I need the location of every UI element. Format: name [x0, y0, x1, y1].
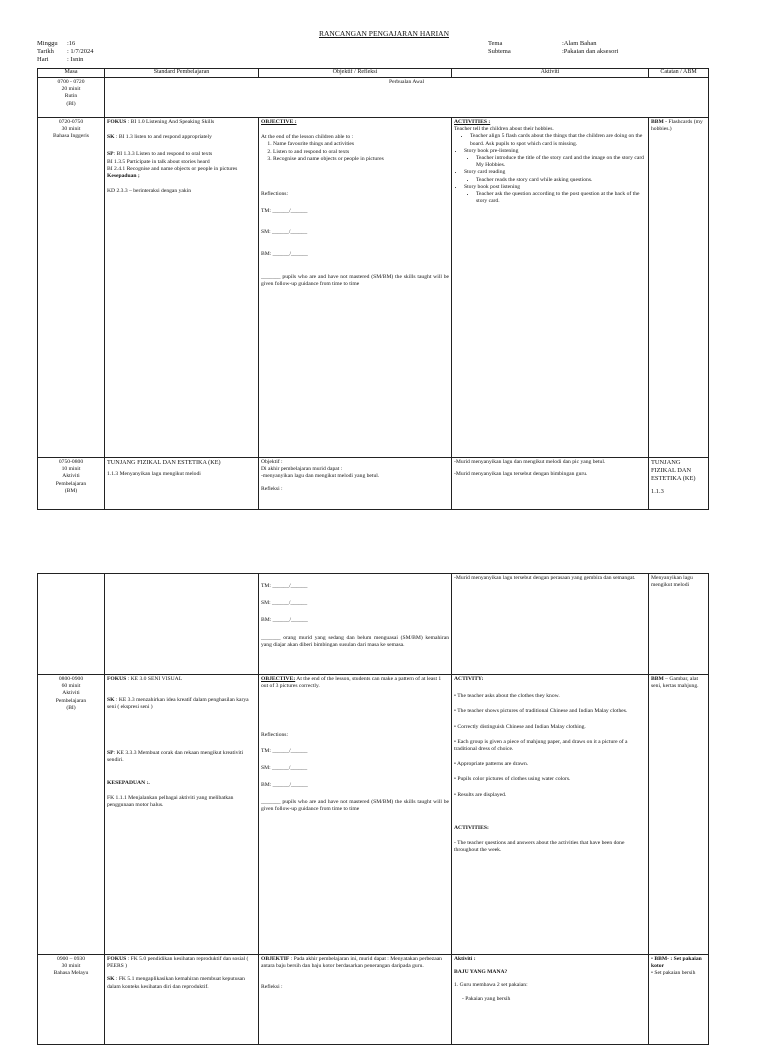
table-row: [38, 78, 709, 118]
activities-cell: -Murid menyanyikan lagu tersebut dengan perasaan yang gembira dan semangat.: [452, 574, 649, 675]
table-row: [38, 118, 709, 458]
subtema-label: Subtema: [488, 48, 511, 55]
masa-cell: 0900 – 0930 30 minit Bahasa Melayu: [38, 955, 105, 1045]
masa-cell: 0800-0900 60 minit Aktiviti Pembelajaran (BI): [38, 675, 105, 955]
standard-cell: FOKUS : KE 3.0 SENI VISUAL SK : KE 3.3 menzahirkan idea kreatif dalam penghasilan karya seni ( ekspresi seni ) SP: KE 3.3.3 Membuat corak dan rekaan mengikut kreativiti sendiri. KESEPADUAN :. FK 1.1.1 Menjalankan pelbagai aktiviti yang melibatkan penggunaan motor halus.: [105, 675, 259, 955]
masa-cell: 0720-0750 30 minit Bahasa Inggeris: [38, 118, 105, 458]
masa-cell: 0750-0800 10 minit Aktiviti Pembelajaran (BM): [38, 458, 105, 510]
header-left: [37, 40, 94, 64]
subtema-value: :Pakaian dan aksesori: [562, 48, 619, 55]
header-right: [488, 40, 618, 56]
table-row: [38, 458, 709, 510]
hari-value: : Isnin: [67, 56, 84, 63]
page-title: RANCANGAN PENGAJARAN HARIAN: [318, 29, 449, 38]
col-header-catatan: Catatan / ABM: [649, 69, 709, 78]
col-header-masa: Masa: [38, 69, 105, 78]
tema-value: :Alam Bahan: [562, 40, 597, 47]
objective-cell: OBJECTIVE: At the end of the lesson, students can make a pattern of at least 1 out of 3 pictures correctly. Reflections: TM: ______/______ SM: ______/______ BM: ______/______ _______ pupils who are and have not mastered (SM/BM) the skills taught will be given follow-up guidance from time to time: [259, 675, 452, 955]
minggu-label: Minggu: [37, 40, 58, 47]
minggu-value: :16: [67, 40, 76, 47]
masa-cell: [38, 574, 105, 675]
catatan-cell: • BBM- : Set pakaian kotor • Set pakaian bersih: [649, 955, 709, 1045]
table-row: [38, 955, 709, 1045]
table-header-row: [38, 69, 709, 78]
col-header-objektif: Objektif / Refleksi: [259, 69, 452, 78]
activities-cell: -Murid menyanyikan lagu dan mengikut melodi dan pic yang betul. -Murid menyanyikan lagu tersebut dengan bimbingan guru.: [452, 458, 649, 510]
lesson-table-top: [37, 68, 709, 510]
objective-cell: OBJEKTIF : Pada akhir pembelajaran ini, murid dapat : Menyatakan perbezaan antara baju bersih dan baju kotor berdasarkan penerangan daripada guru. Refleksi :: [259, 955, 452, 1045]
catatan-cell: BBM – Gambar, alat seni, kertas mahjung.: [649, 675, 709, 955]
standard-cell: FOKUS : FK 5.0 pendidikan kesihatan reproduktif dan sosial ( PEERS ) SK : FK 5.1 mengaplikasikan kemahiran membuat keputusan dalam konteks kesihatan diri dan reproduktif.: [105, 955, 259, 1045]
table-row: [38, 675, 709, 955]
masa-cell: 0700 - 0720 20 minit Rutin (BI): [38, 78, 105, 118]
tema-label: Tema: [488, 40, 503, 47]
catatan-cell: BBM - Flashcards (my hobbies.): [649, 118, 709, 458]
activities-cell: Aktiviti : BAJU YANG MANA? 1. Guru membawa 2 set pakaian: - Pakaian yang bersih: [452, 955, 649, 1045]
col-header-aktiviti: Aktiviti: [452, 69, 649, 78]
standard-cell: TUNJANG FIZIKAL DAN ESTETIKA (KE) 1.1.3 Menyanyikan lagu mengikut melodi: [105, 458, 259, 510]
objective-cell: TM: ______/______ SM: ______/______ BM: ______/______ _______ orang murid yang sedang dan belum menguasai (SM/BM) kemahiran yang diajar akan diberi bimbingan susulan dari masa ke semasa.: [259, 574, 452, 675]
catatan-cell: TUNJANG FIZIKAL DAN ESTETIKA (KE) 1.1.3: [649, 458, 709, 510]
tarikh-label: Tarikh: [37, 48, 54, 55]
activities-cell: ACTIVITY: • The teacher asks about the clothes they know. • The teacher shows pictures of traditional Chinese and Indian Malay clothes. • Correctly distinguish Chinese and Indian Malay clothing. • Each group is given a piece of mahjung paper, and draws on it a picture of a traditional dress of choice. • Appropriate patterns are drawn. • Pupils color pictures of clothes using water colors. • Results are displayed. ACTIVITIES: - The teacher questions and answers about the activities that have been done throughout the week.: [452, 675, 649, 955]
tarikh-value: : 1/7/2024: [67, 48, 94, 55]
hari-label: Hari: [37, 56, 49, 63]
standard-cell: FOKUS : BI 1.0 Listening And Speaking Skills SK : BI 1.3 listen to and respond appropriately SP: BI 1.3.3 Listen to and respond to oral texts BI 1.3.5 Participate in talk about stories heard BI 2.4.1 Recognise and name objects or people in pictures Kesepaduan ; KD 2.3.3 – berinteraksi dengan yakin: [105, 118, 259, 458]
catatan-cell: Menyanyikan lagu mengikut melodi: [649, 574, 709, 675]
table-row: [38, 574, 709, 675]
objective-cell: Objektif : Di akhir pembelajaran murid dapat : -menyanyikan lagu dan mengikut melodi yang betul. Refleksi :: [259, 458, 452, 510]
standard-cell: [105, 574, 259, 675]
col-header-standard: Standard Pembelajaran: [105, 69, 259, 78]
lesson-table-bottom: [37, 573, 709, 1045]
activities-cell: ACTIVITIES : Teacher tell the children about their hobbies. • Teacher align 5 flash cards about the things that the children are doing on the board. Ask pupils to spot which card is missing. • Story book pre-listening • Teacher introduce the title of the story card and the image on the story card My Hobbies. • Story card reading • Teacher reads the story card while asking questions. • Story book post listening • Teacher ask the question according to the post question at the back of the story card.: [452, 118, 649, 458]
perbualan-awal-cell: Perbualan Awal: [105, 78, 709, 118]
objective-cell: OBJECTIVE : At the end of the lesson children able to : 1. Name favourite things and activities 2. Listen to and respond to oral texts 3. Recognise and name objects or people in pictures Reflections: TM: ______/______ SM: ______/______ BM: ______/______ _______ pupils who are and have not mastered (SM/BM) the skills taught will be given follow-up guidance from time to time: [259, 118, 452, 458]
